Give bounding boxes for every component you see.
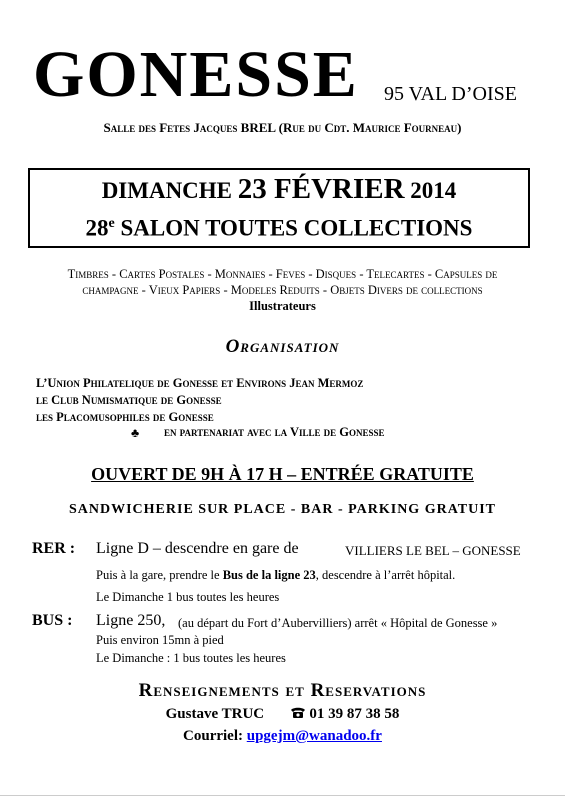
rer-station: VILLIERS LE BEL – GONESSE [345,543,521,558]
edition-number: 28 [85,215,109,241]
contact-phone: 01 39 87 38 58 [309,706,400,722]
rer-label: RER : [32,540,76,557]
partner-line [131,425,385,440]
contact-email-line [0,728,565,745]
contact-name: Gustave TRUC [165,706,265,722]
telephone-icon [290,707,306,719]
categories-line-3: Illustrateurs [249,299,316,313]
bus-line: Ligne 250, [96,612,166,629]
services: SANDWICHERIE SUR PLACE - BAR - PARKING GRATUIT [68,502,496,517]
venue: Salle des Fetes Jacques BREL (Rue du Cdt. Maurice Fourneau) [103,120,462,135]
org-item: le Club Numismatique de Gonesse [36,393,222,407]
rer-detail [96,567,455,584]
organisation-heading: Organisation [225,336,340,357]
page-bottom-border [0,795,565,796]
org-item: les Placomusophiles de Gonesse [36,410,214,424]
contact-heading: Renseignements et Reservations [138,680,427,701]
categories-line-1: Timbres - Cartes Postales - Monnaies - Feves - Disques - Telecartes - Capsules de [67,267,498,281]
email-link[interactable]: upgejm@wanadoo.fr [246,728,382,744]
rer-detail-a: Puis à la gare, prendre le [96,568,223,582]
partner-text: en partenariat avec la Ville de Gonesse [164,425,385,439]
opening-hours: OUVERT DE 9H À 17 H – ENTRÉE GRATUITE [91,464,474,484]
email-label: Courriel: [183,728,243,744]
bus-detail: (au départ du Fort d’Aubervilliers) arrêt « Hôpital de Gonesse » [178,616,498,630]
categories-line-2: champagne - Vieux Papiers - Modeles Reduits - Objets Divers de collections [82,283,483,297]
rer-line: Ligne D – descendre en gare de [96,540,299,557]
edition-superscript: e [108,216,115,231]
event-year: 2014 [410,178,457,203]
categories [0,266,565,314]
event-day: DIMANCHE [101,178,233,203]
department: 95 VAL D’OISE [384,83,517,105]
bus-label: BUS : [32,612,73,629]
event-date: 23 FÉVRIER [237,173,405,205]
org-item: L’Union Philatelique de Gonesse et Environs Jean Mermoz [36,376,364,390]
bus-walk: Puis environ 15mn à pied [96,633,224,647]
rer-sunday: Le Dimanche 1 bus toutes les heures [96,590,280,604]
event-box [28,168,530,248]
rer-bus-line: Bus de la ligne 23 [222,568,316,582]
event-name: SALON TOUTES COLLECTIONS [120,215,473,241]
organisation-list [36,375,363,426]
contact-name-phone [0,706,565,723]
rer-detail-c: , descendre à l’arrêt hôpital. [315,568,456,582]
event-name-line [30,208,528,245]
page-title: GONESSE [33,38,359,111]
event-date-line [30,172,528,208]
bus-sunday: Le Dimanche : 1 bus toutes les heures [96,651,286,665]
club-bullet-icon: ♣ [131,426,140,440]
